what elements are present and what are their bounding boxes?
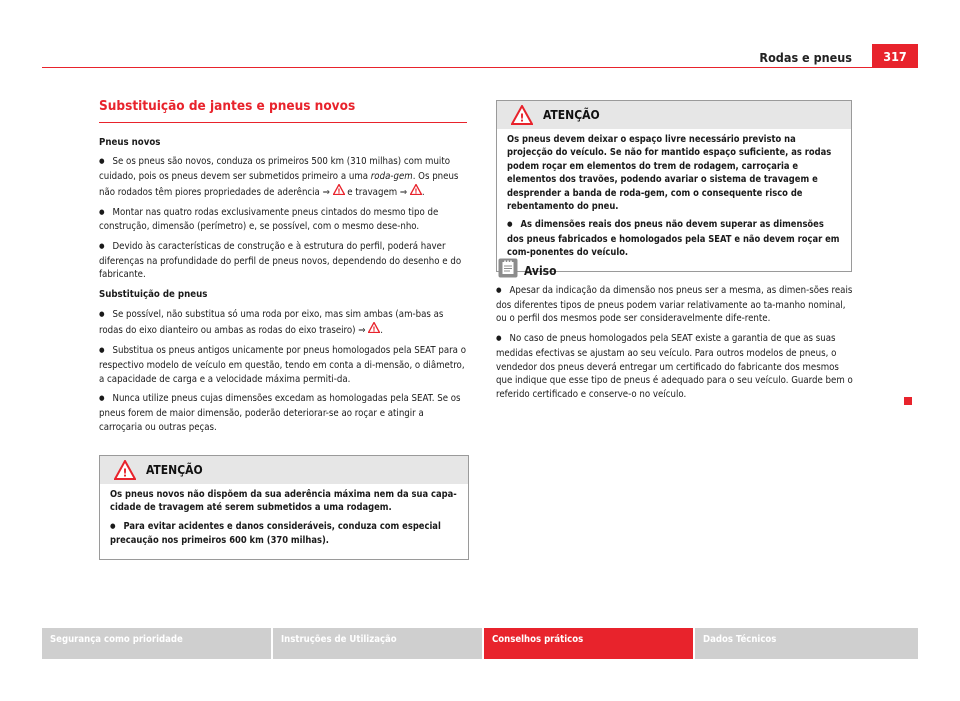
bullet-paragraph: ● Nunca utilize pneus cujas dimensões excedam as homologadas pela SEAT. Se os pneus forem de maior dimensão, poderão deteriorar-se ao roçar e atingir a carroçaria ou outras peças. xyxy=(99,392,467,434)
warning-box-header xyxy=(100,456,468,484)
tab-practical-tips[interactable]: Conselhos práticos xyxy=(484,628,693,659)
left-column xyxy=(99,100,467,440)
warning-paragraph: Os pneus novos não dispõem da sua aderência máxima nem da sua capa-cidade de travagem até serem submetidos a uma rodagem. xyxy=(110,489,457,514)
tab-safety[interactable]: Segurança como prioridade xyxy=(42,628,271,659)
note-section xyxy=(496,258,853,408)
svg-text:!: ! xyxy=(122,466,128,480)
note-bullet: ● Apesar da indicação da dimensão nos pneus ser a mesma, as dimen-sões reais dos diferentes tipos de pneus podem variar relativamente ao ta-manho nominal, ou o perfil dos mesmos pode ser consideravelmente dife-rente. xyxy=(496,284,853,326)
subheading-new-tyres: Pneus novos xyxy=(99,136,161,148)
end-of-section-marker xyxy=(904,397,912,405)
warning-box-right xyxy=(496,100,852,272)
subheading-tyre-replacement: Substituição de pneus xyxy=(99,289,208,301)
bullet-paragraph: ● Substitua os pneus antigos unicamente por pneus homologados pela SEAT para o respectivo modelo de veículo em questão, tendo em conta a di-mensão, o diâmetro, a capacidade de carga e a velocidade máxima permiti-da. xyxy=(99,344,467,386)
note-bullet: ● No caso de pneus homologados pela SEAT existe a garantia de que as suas medidas efectivas se ajustam ao seu veículo. Para outros modelos de pneus, o vendedor dos pneus deverá entregar um certificado do fabricante dos mesmos que indique que esse tipo de pneus é adequado para o seu veículo. Guarde bem o referido certificado e conserve-o no veículo. xyxy=(496,332,853,402)
tab-instructions[interactable]: Instruções de Utilização xyxy=(273,628,482,659)
svg-text:!: ! xyxy=(414,187,418,195)
svg-text:!: ! xyxy=(336,187,341,195)
section-heading: Substituição de jantes e pneus novos xyxy=(99,98,356,114)
page-number: 317 xyxy=(872,44,918,68)
warning-triangle-icon xyxy=(114,460,136,480)
warning-bullet: ● Para evitar acidentes e danos consideráveis, conduza com especial precaução nos primeiros 600 km (370 milhas). xyxy=(110,520,459,548)
running-header-title: Rodas e pneus xyxy=(759,50,852,65)
warning-ref-icon[interactable] xyxy=(333,184,345,195)
warning-ref-icon[interactable] xyxy=(368,322,380,333)
svg-text:!: ! xyxy=(372,325,376,334)
warning-bullet: ● As dimensões reais dos pneus não devem superar as dimensões dos pneus fabricados e homologados pela SEAT e não devem roçar em com-ponentes do veículo. xyxy=(507,218,842,259)
note-label: Aviso xyxy=(524,264,557,278)
tab-technical-data[interactable]: Dados Técnicos xyxy=(695,628,918,659)
warning-label: ATENÇÃO xyxy=(543,108,600,122)
warning-ref-icon[interactable] xyxy=(410,184,422,195)
warning-body xyxy=(497,129,851,271)
heading-rule xyxy=(99,122,467,123)
header-rule xyxy=(42,67,918,68)
bullet-paragraph: ● Devido às características de construção e à estrutura do perfil, poderá haver diferenças na profundidade do perfil de pneus novos, dependendo do desenho e do fabricante. xyxy=(99,240,467,282)
warning-triangle-icon xyxy=(511,105,533,125)
bullet-paragraph: ● Se possível, não substitua só uma roda por eixo, mas sim ambas (am-bas as rodas do eixo dianteiro ou ambas as rodas do eixo traseiro) ⇒ ! . xyxy=(99,308,467,338)
bullet-paragraph: ● Se os pneus são novos, conduza os primeiros 500 km (310 milhas) com muito cuidado, pois os pneus devem ser submetidos primeiro a uma roda-gem. Os pneus não rodados têm piores propriedades de aderência ⇒ ! e travagem ⇒ ! . xyxy=(99,155,467,199)
svg-text:!: ! xyxy=(519,111,525,125)
warning-label: ATENÇÃO xyxy=(146,463,203,477)
bullet-paragraph: ● Montar nas quatro rodas exclusivamente pneus cintados do mesmo tipo de construção, dimensão (perímetro) e, se possível, com o mesmo dese-nho. xyxy=(99,206,467,234)
note-icon xyxy=(498,258,518,278)
footer-nav xyxy=(42,628,918,659)
warning-box-left xyxy=(99,455,469,560)
warning-paragraph: Os pneus devem deixar o espaço livre necessário previsto na projecção do veículo. Se não for mantido espaço suficiente, as rodas podem roçar em elementos do trem de rodagem, carroçaria e elementos dos travões, podendo avariar o sistema de travagem e desprender a banda de roda-gem, com o consequente risco de rebentamento do pneu. xyxy=(507,134,832,213)
warning-body xyxy=(100,484,468,559)
note-header xyxy=(496,258,853,282)
warning-box-header xyxy=(497,101,851,129)
